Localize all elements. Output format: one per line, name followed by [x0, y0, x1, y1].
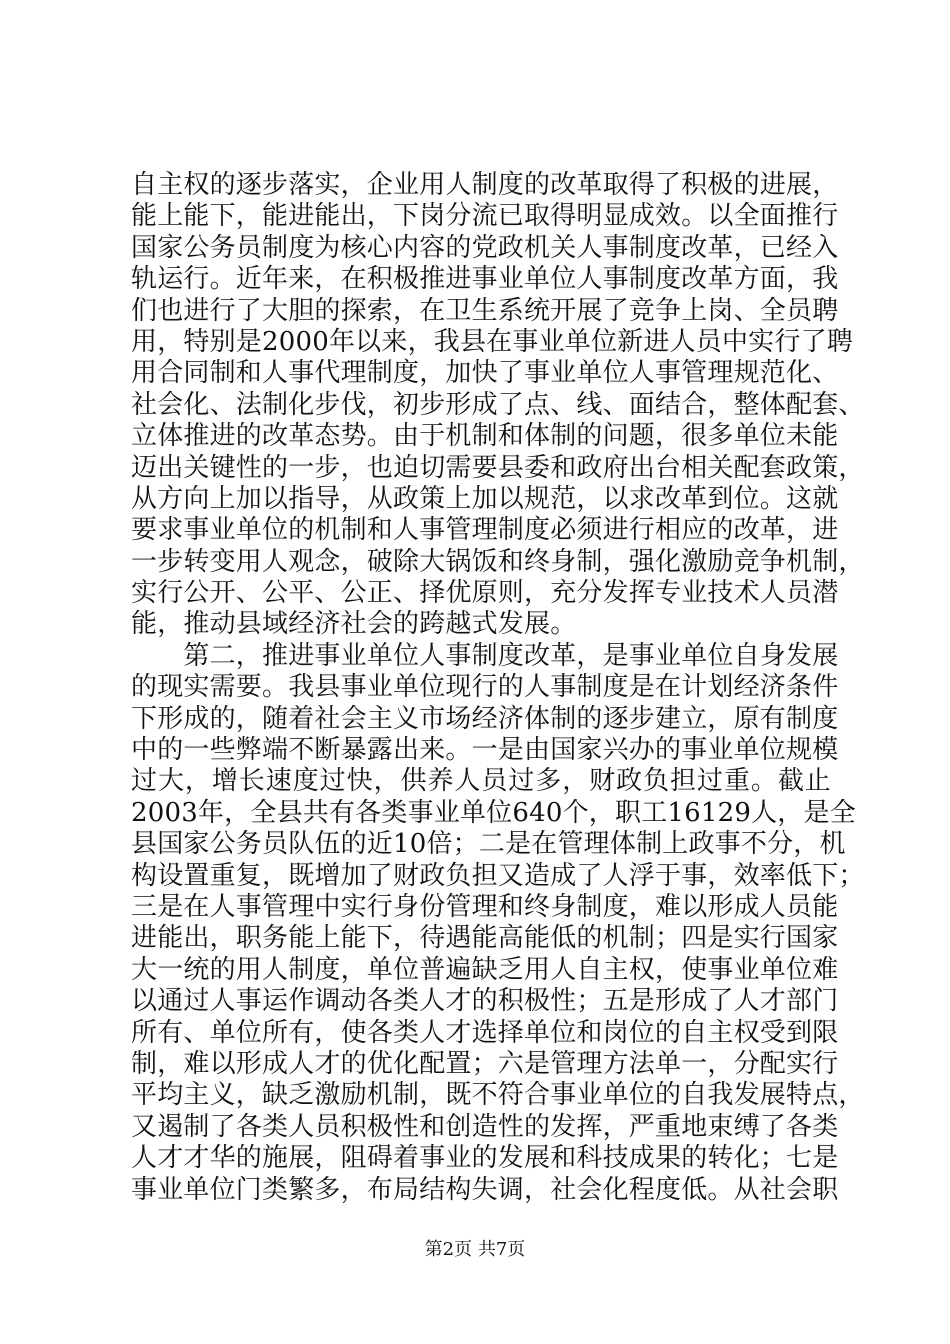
text-line: 事业单位门类繁多，布局结构失调，社会化程度低。从社会职 — [131, 1174, 839, 1205]
document-body — [131, 170, 865, 1206]
text-line: 社会化、法制化步伐，初步形成了点、线、面结合，整体配套、 — [131, 389, 865, 420]
text-line: 能上能下，能进能出，下岗分流已取得明显成效。以全面推行 — [131, 201, 839, 232]
text-line: 制，难以形成人才的优化配置；六是管理方法单一，分配实行 — [131, 1048, 839, 1079]
text-line: 三是在人事管理中实行身份管理和终身制度，难以形成人员能 — [131, 891, 839, 922]
text-line: 们也进行了大胆的探索，在卫生系统开展了竞争上岗、全员聘 — [131, 295, 839, 326]
text-line: 2003年，全县共有各类事业单位640个，职工16129人，是全 — [131, 797, 856, 828]
text-line: 下形成的，随着社会主义市场经济体制的逐步建立，原有制度 — [131, 703, 839, 734]
text-line: 用，特别是2000年以来，我县在事业单位新进人员中实行了聘 — [131, 326, 853, 357]
text-line: 中的一些弊端不断暴露出来。一是由国家兴办的事业单位规模 — [131, 735, 839, 766]
text-line: 进能出，职务能上能下，待遇能高能低的机制；四是实行国家 — [131, 923, 839, 954]
paragraph-end-line: 能，推动县域经济社会的跨越式发展。 — [131, 609, 577, 640]
paragraph-start-line: 第二，推进事业单位人事制度改革，是事业单位自身发展 — [131, 640, 839, 671]
text-line: 过大，增长速度过快，供养人员过多，财政负担过重。截止 — [131, 766, 831, 797]
text-line: 用合同制和人事代理制度，加快了事业单位人事管理规范化、 — [131, 358, 839, 389]
text-line: 一步转变用人观念，破除大锅饭和终身制，强化激励竞争机制， — [131, 546, 865, 577]
text-line: 所有、单位所有，使各类人才选择单位和岗位的自主权受到限 — [131, 1017, 839, 1048]
text-line: 的现实需要。我县事业单位现行的人事制度是在计划经济条件 — [131, 672, 839, 703]
text-line: 实行公开、公平、公正、择优原则，充分发挥专业技术人员潜 — [131, 578, 839, 609]
text-line: 大一统的用人制度，单位普遍缺乏用人自主权，使事业单位难 — [131, 954, 839, 985]
text-line: 轨运行。近年来，在积极推进事业单位人事制度改革方面，我 — [131, 264, 839, 295]
text-line: 以通过人事运作调动各类人才的积极性；五是形成了人才部门 — [131, 986, 839, 1017]
text-line: 立体推进的改革态势。由于机制和体制的问题，很多单位未能 — [131, 421, 839, 452]
text-line: 从方向上加以指导，从政策上加以规范，以求改革到位。这就 — [131, 483, 839, 514]
text-line: 构设置重复，既增加了财政负担又造成了人浮于事，效率低下； — [131, 860, 865, 891]
text-line: 县国家公务员队伍的近10倍；二是在管理体制上政事不分，机 — [131, 829, 846, 860]
text-line: 自主权的逐步落实，企业用人制度的改革取得了积极的进展， — [131, 170, 839, 200]
text-line: 又遏制了各类人员积极性和创造性的发挥，严重地束缚了各类 — [131, 1111, 839, 1142]
text-line: 国家公务员制度为核心内容的党政机关人事制度改革，已经入 — [131, 232, 839, 263]
text-line: 迈出关键性的一步，也迫切需要县委和政府出台相关配套政策， — [131, 452, 865, 483]
page-number-footer: 第2页 共7页 — [424, 1239, 526, 1260]
text-line: 平均主义，缺乏激励机制，既不符合事业单位的自我发展特点， — [131, 1080, 865, 1111]
text-line: 要求事业单位的机制和人事管理制度必须进行相应的改革，进 — [131, 515, 839, 546]
text-line: 人才才华的施展，阻碍着事业的发展和科技成果的转化；七是 — [131, 1143, 839, 1174]
